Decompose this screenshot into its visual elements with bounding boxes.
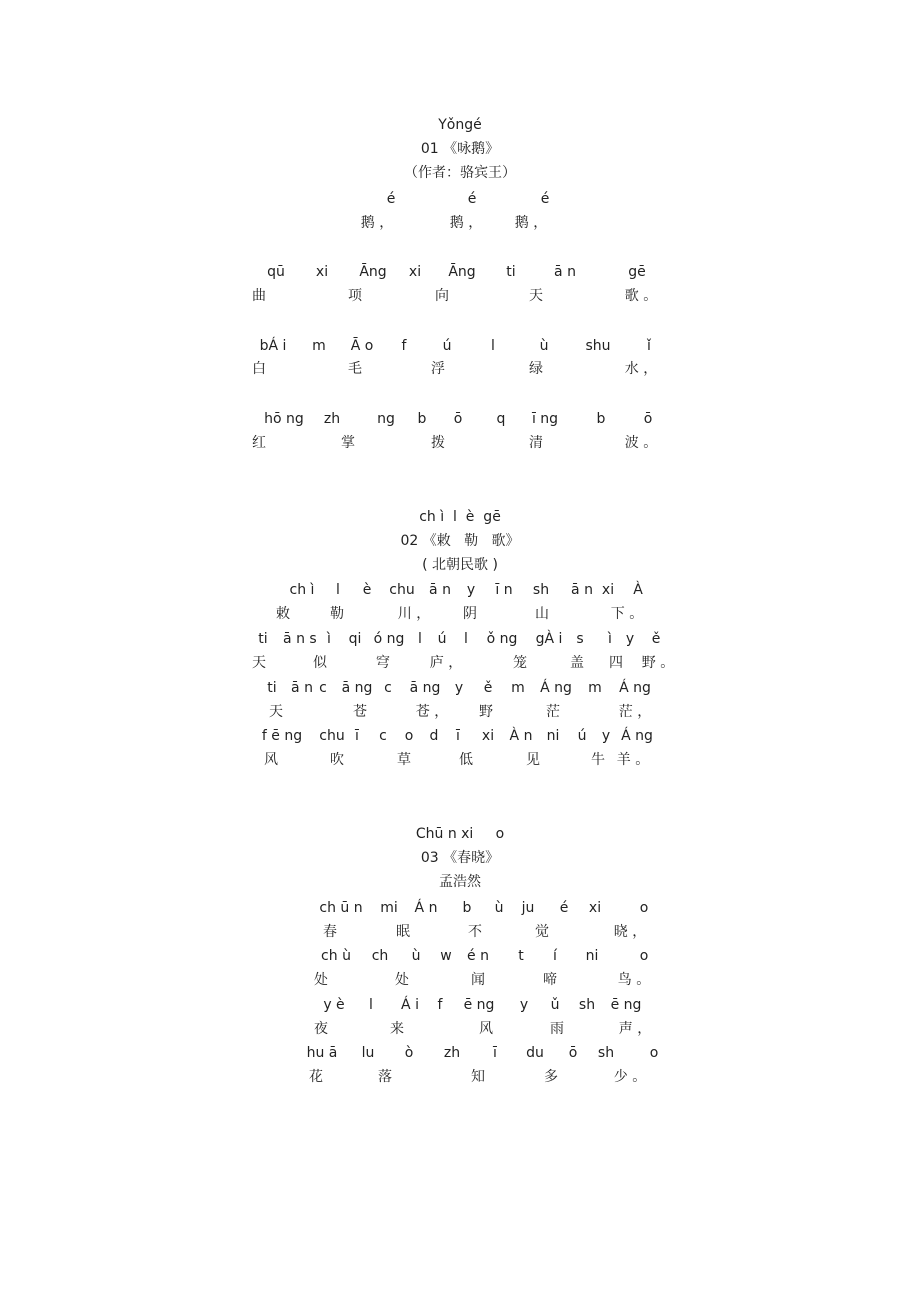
- pinyin-syllable: è: [362, 582, 372, 598]
- poem-1-row-1: [0, 189, 920, 209]
- pinyin-syllable: xi: [408, 264, 422, 280]
- hanzi-char: 浮: [431, 361, 445, 377]
- pinyin-syllable: ó ng: [373, 631, 405, 647]
- poem-3-pinyin-title: Chū n xi o: [415, 826, 505, 842]
- poem-3-title: 03 《春晓》: [420, 850, 500, 866]
- pinyin-syllable: ī: [355, 728, 359, 744]
- pinyin-syllable: ō: [643, 411, 653, 427]
- pinyin-syllable: ti: [267, 680, 277, 696]
- hanzi-char: 下 。: [610, 606, 644, 622]
- hanzi-char: 知: [471, 1069, 485, 1085]
- pinyin-syllable: Á i: [401, 997, 419, 1013]
- pinyin-syllable: qū: [267, 264, 285, 280]
- hanzi-char: 鸟 。: [617, 972, 651, 988]
- pinyin-syllable: ti: [506, 264, 516, 280]
- hanzi-char: 闻: [471, 972, 485, 988]
- hanzi-char: 眠: [396, 924, 410, 940]
- pinyin-syllable: ā n: [429, 582, 451, 598]
- pinyin-syllable: l: [464, 631, 468, 647]
- pinyin-syllable: ē ng: [610, 997, 642, 1013]
- pinyin-syllable: ju: [521, 900, 535, 916]
- pinyin-syllable: f: [401, 338, 407, 354]
- hanzi-char: 茫: [546, 704, 560, 720]
- pinyin-syllable: b: [462, 900, 472, 916]
- pinyin-syllable: gē: [628, 264, 646, 280]
- hanzi-char: 野 。: [641, 655, 675, 671]
- pinyin-syllable: hō ng: [264, 411, 304, 427]
- poem-2-row-6: [0, 702, 920, 722]
- pinyin-syllable: gÀ i: [535, 631, 563, 647]
- pinyin-syllable: í: [553, 948, 557, 964]
- hanzi-char: 鹅 ，: [514, 215, 548, 231]
- pinyin-syllable: o: [639, 900, 649, 916]
- poem-1-row-8: [0, 433, 920, 453]
- hanzi-char: 白: [252, 361, 266, 377]
- pinyin-syllable: Á ng: [540, 680, 572, 696]
- pinyin-syllable: o: [404, 728, 414, 744]
- hanzi-char: 茫 ，: [618, 704, 652, 720]
- poem-3-row-8: [0, 1067, 920, 1087]
- pinyin-syllable: y: [625, 631, 635, 647]
- pinyin-syllable: t: [518, 948, 524, 964]
- pinyin-syllable: ē ng: [463, 997, 495, 1013]
- hanzi-char: 牛: [591, 752, 605, 768]
- pinyin-syllable: f ē ng: [261, 728, 303, 744]
- hanzi-char: 晓 ，: [613, 924, 647, 940]
- poem-1-row-2: [0, 213, 920, 233]
- pinyin-syllable: shu: [585, 338, 611, 354]
- pinyin-syllable: y: [601, 728, 611, 744]
- poem-2-title: 02 《敕 勒 歌》: [400, 533, 520, 549]
- pinyin-syllable: ch ù: [321, 948, 351, 964]
- pinyin-syllable: ǔ: [550, 997, 560, 1013]
- pinyin-syllable: sh: [532, 582, 550, 598]
- hanzi-char: 川 ，: [397, 606, 431, 622]
- poem-2-row-3: [0, 629, 920, 649]
- hanzi-char: 拨: [431, 435, 445, 451]
- pinyin-syllable: chu: [389, 582, 415, 598]
- poem-1-row-3: [0, 262, 920, 282]
- pinyin-syllable: xi: [588, 900, 602, 916]
- pinyin-syllable: ni: [546, 728, 560, 744]
- hanzi-char: 向: [435, 288, 449, 304]
- pinyin-syllable: mi: [380, 900, 398, 916]
- pinyin-syllable: ch ì: [289, 582, 315, 598]
- pinyin-syllable: ì: [608, 631, 612, 647]
- pinyin-syllable: ú: [437, 631, 447, 647]
- poem-1-title: 01 《咏鹅》: [420, 141, 500, 157]
- pinyin-syllable: c: [384, 680, 392, 696]
- pinyin-syllable: ō: [453, 411, 463, 427]
- hanzi-char: 不: [468, 924, 482, 940]
- hanzi-char: 掌: [341, 435, 355, 451]
- hanzi-char: 处: [395, 972, 409, 988]
- pinyin-syllable: b: [596, 411, 606, 427]
- hanzi-char: 风: [264, 752, 278, 768]
- hanzi-char: 歌 。: [624, 288, 658, 304]
- poem-3-row-7: [0, 1043, 920, 1063]
- poem-3-row-5: [0, 995, 920, 1015]
- pinyin-syllable: À: [633, 582, 643, 598]
- hanzi-char: 苍 ，: [415, 704, 449, 720]
- hanzi-char: 水 ，: [624, 361, 658, 377]
- pinyin-syllable: m: [588, 680, 602, 696]
- poem-3-row-3: [0, 946, 920, 966]
- pinyin-syllable: l: [418, 631, 422, 647]
- pinyin-syllable: ě: [651, 631, 661, 647]
- poem-2-row-4: [0, 653, 920, 673]
- pinyin-syllable: ch: [371, 948, 389, 964]
- hanzi-char: 庐 ，: [429, 655, 463, 671]
- hanzi-char: 夜: [314, 1021, 328, 1037]
- pinyin-syllable: ti: [258, 631, 268, 647]
- hanzi-char: 波 。: [624, 435, 658, 451]
- pinyin-syllable: l: [336, 582, 340, 598]
- hanzi-char: 吹: [330, 752, 344, 768]
- pinyin-syllable: q: [496, 411, 506, 427]
- poem-1-row-4: [0, 286, 920, 306]
- hanzi-char: 声 ，: [618, 1021, 652, 1037]
- pinyin-syllable: ā n: [554, 264, 576, 280]
- pinyin-syllable: s: [309, 631, 317, 647]
- hanzi-char: 项: [348, 288, 362, 304]
- pinyin-syllable: xi: [601, 582, 615, 598]
- pinyin-syllable: Á ng: [619, 680, 651, 696]
- hanzi-char: 似: [313, 655, 327, 671]
- pinyin-syllable: ā ng: [409, 680, 441, 696]
- pinyin-syllable: s: [576, 631, 584, 647]
- poem-2-pinyin-title: ch ì l è gē: [419, 509, 501, 525]
- pinyin-syllable: Āng: [448, 264, 476, 280]
- pinyin-syllable: m: [511, 680, 525, 696]
- hanzi-char: 野: [479, 704, 493, 720]
- pinyin-syllable: ī n: [495, 582, 513, 598]
- pinyin-syllable: zh: [323, 411, 341, 427]
- poem-2-row-2: [0, 604, 920, 624]
- pinyin-syllable: f: [437, 997, 443, 1013]
- pinyin-syllable: sh: [597, 1045, 615, 1061]
- pinyin-syllable: sh: [578, 997, 596, 1013]
- hanzi-char: 毛: [348, 361, 362, 377]
- hanzi-char: 风: [479, 1021, 493, 1037]
- pinyin-syllable: xi: [481, 728, 495, 744]
- pinyin-syllable: l: [369, 997, 373, 1013]
- pinyin-syllable: ě: [483, 680, 493, 696]
- pinyin-syllable: c: [379, 728, 387, 744]
- pinyin-syllable: é: [540, 191, 550, 207]
- hanzi-char: 四: [609, 655, 623, 671]
- pinyin-syllable: ng: [377, 411, 395, 427]
- pinyin-syllable: bÁ i: [259, 338, 287, 354]
- pinyin-syllable: Á ng: [621, 728, 653, 744]
- hanzi-char: 穹: [376, 655, 390, 671]
- pinyin-syllable: ā n: [571, 582, 593, 598]
- pinyin-syllable: o: [649, 1045, 659, 1061]
- poem-3-row-6: [0, 1019, 920, 1039]
- hanzi-char: 啼: [543, 972, 557, 988]
- pinyin-syllable: ù: [411, 948, 421, 964]
- poem-2-author: ( 北朝民歌 ): [422, 557, 498, 573]
- pinyin-syllable: ù: [494, 900, 504, 916]
- pinyin-syllable: ch ū n: [319, 900, 363, 916]
- poem-2-row-1: [0, 580, 920, 600]
- pinyin-syllable: ī: [493, 1045, 497, 1061]
- poem-3-row-2: [0, 922, 920, 942]
- hanzi-char: 落: [378, 1069, 392, 1085]
- hanzi-char: 天: [529, 288, 543, 304]
- pinyin-syllable: w: [440, 948, 452, 964]
- pinyin-syllable: ī: [456, 728, 460, 744]
- pinyin-syllable: c: [319, 680, 327, 696]
- poem-2-row-5: [0, 678, 920, 698]
- poem-3-row-1: [0, 898, 920, 918]
- pinyin-syllable: ú: [577, 728, 587, 744]
- pinyin-syllable: é: [386, 191, 396, 207]
- pinyin-syllable: hu ā: [306, 1045, 338, 1061]
- hanzi-char: 清: [529, 435, 543, 451]
- pinyin-syllable: zh: [443, 1045, 461, 1061]
- hanzi-char: 鹅 ，: [449, 215, 483, 231]
- hanzi-char: 笼: [513, 655, 527, 671]
- hanzi-char: 天: [269, 704, 283, 720]
- pinyin-syllable: lu: [361, 1045, 375, 1061]
- pinyin-syllable: l: [491, 338, 495, 354]
- pinyin-syllable: ǐ: [647, 338, 651, 354]
- poem-3-author: 孟浩然: [439, 874, 481, 890]
- pinyin-syllable: b: [417, 411, 427, 427]
- hanzi-char: 苍: [353, 704, 367, 720]
- poem-1-row-6: [0, 359, 920, 379]
- pinyin-syllable: é: [467, 191, 477, 207]
- poem-1-row-7: [0, 409, 920, 429]
- hanzi-char: 花: [309, 1069, 323, 1085]
- hanzi-char: 勒: [330, 606, 344, 622]
- hanzi-char: 鹅 ，: [360, 215, 394, 231]
- hanzi-char: 曲: [252, 288, 266, 304]
- hanzi-char: 红: [252, 435, 266, 451]
- pinyin-syllable: m: [312, 338, 326, 354]
- pinyin-syllable: ā n: [283, 631, 305, 647]
- hanzi-char: 低: [459, 752, 473, 768]
- pinyin-syllable: y: [454, 680, 464, 696]
- pinyin-syllable: ā ng: [341, 680, 373, 696]
- pinyin-syllable: du: [526, 1045, 544, 1061]
- hanzi-char: 山: [535, 606, 549, 622]
- pinyin-syllable: é n: [467, 948, 489, 964]
- pinyin-syllable: Á n: [414, 900, 438, 916]
- hanzi-char: 阴: [463, 606, 477, 622]
- pinyin-syllable: qi: [348, 631, 362, 647]
- pinyin-syllable: y: [466, 582, 476, 598]
- pinyin-syllable: y è: [323, 997, 345, 1013]
- pinyin-syllable: ì: [327, 631, 331, 647]
- hanzi-char: 天: [252, 655, 266, 671]
- pinyin-syllable: ī ng: [531, 411, 559, 427]
- hanzi-char: 盖: [570, 655, 584, 671]
- hanzi-char: 少 。: [613, 1069, 647, 1085]
- pinyin-syllable: À n: [509, 728, 533, 744]
- pinyin-syllable: y: [519, 997, 529, 1013]
- poem-1-author: （作者：骆宾王）: [404, 165, 516, 181]
- hanzi-char: 春: [323, 924, 337, 940]
- pinyin-syllable: ǒ ng: [486, 631, 518, 647]
- pinyin-syllable: d: [429, 728, 439, 744]
- hanzi-char: 草: [397, 752, 411, 768]
- hanzi-char: 敕: [276, 606, 290, 622]
- hanzi-char: 来: [390, 1021, 404, 1037]
- pinyin-syllable: chu: [319, 728, 345, 744]
- poem-1-row-5: [0, 336, 920, 356]
- poem-3-row-4: [0, 970, 920, 990]
- poem-1-pinyin-title: Yǒngé: [438, 117, 482, 133]
- pinyin-syllable: ā n: [291, 680, 313, 696]
- hanzi-char: 见: [526, 752, 540, 768]
- poem-2-row-8: [0, 750, 920, 770]
- hanzi-char: 觉: [535, 924, 549, 940]
- pinyin-syllable: Ā o: [350, 338, 374, 354]
- pinyin-syllable: é: [559, 900, 569, 916]
- pinyin-syllable: ú: [442, 338, 452, 354]
- pinyin-syllable: ò: [404, 1045, 414, 1061]
- hanzi-char: 绿: [529, 361, 543, 377]
- hanzi-char: 处: [314, 972, 328, 988]
- pinyin-syllable: Āng: [359, 264, 387, 280]
- pinyin-syllable: ni: [585, 948, 599, 964]
- pinyin-syllable: ù: [539, 338, 549, 354]
- pinyin-syllable: xi: [315, 264, 329, 280]
- hanzi-char: 多: [544, 1069, 558, 1085]
- pinyin-syllable: o: [639, 948, 649, 964]
- hanzi-char: 雨: [550, 1021, 564, 1037]
- hanzi-char: 羊 。: [616, 752, 650, 768]
- pinyin-syllable: ō: [568, 1045, 578, 1061]
- poem-2-row-7: [0, 726, 920, 746]
